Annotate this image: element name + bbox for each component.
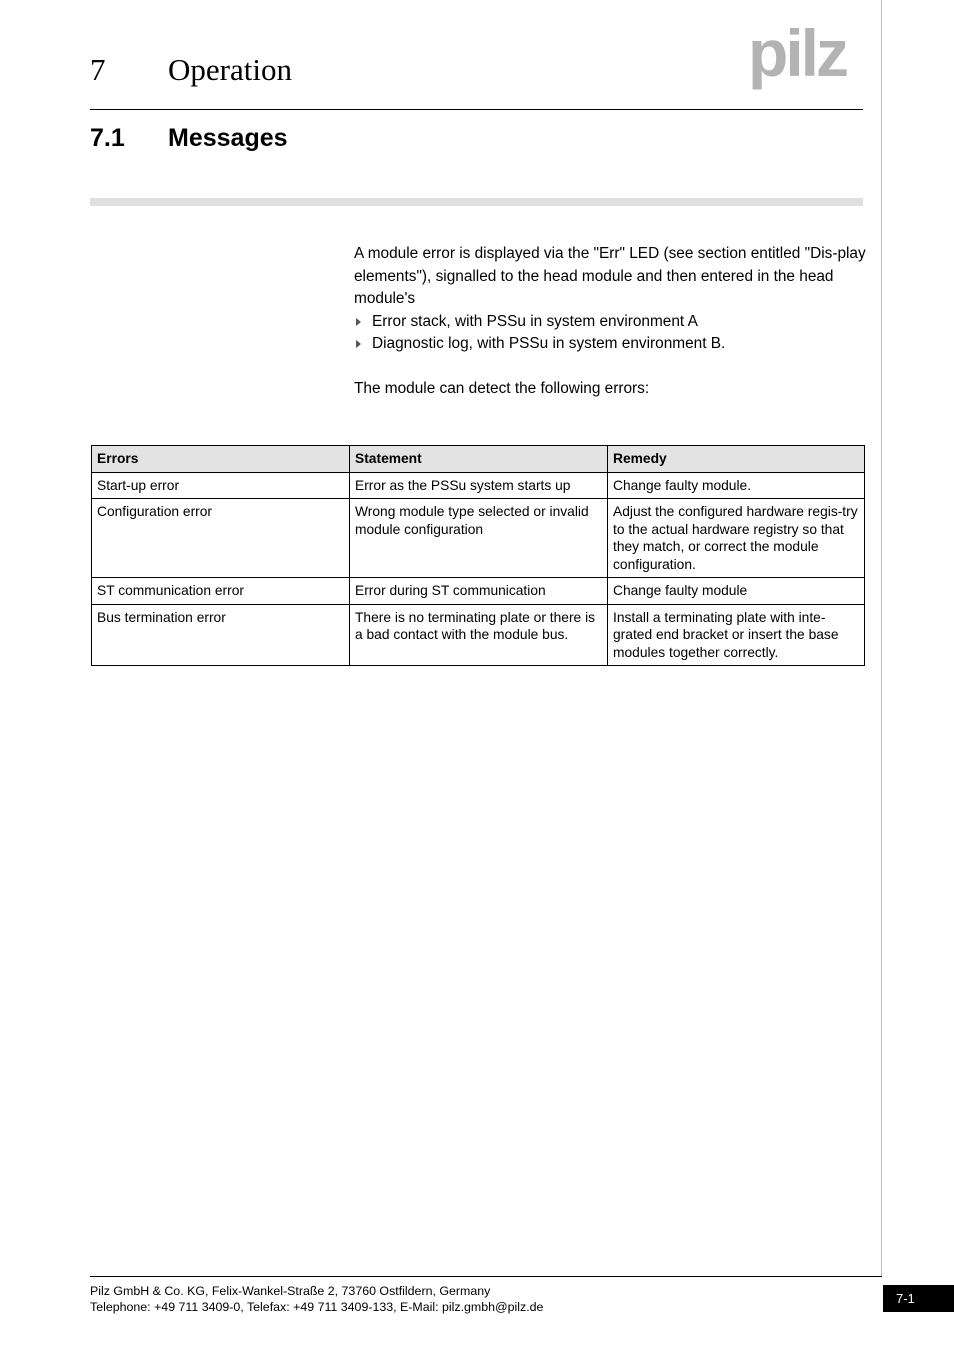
cell-statement: Wrong module type selected or invalid module configuration	[350, 499, 608, 578]
section-number: 7.1	[90, 124, 125, 152]
cell-error: Bus termination error	[92, 604, 350, 666]
footer	[90, 1283, 543, 1315]
triangle-bullet-icon	[356, 340, 361, 348]
list-item	[354, 333, 866, 356]
column-header-errors: Errors	[92, 446, 350, 473]
section-divider-bar	[90, 198, 863, 206]
page-number: 7-1	[883, 1285, 954, 1312]
cell-statement: There is no terminating plate or there is a bad contact with the module bus.	[350, 604, 608, 666]
table-header-row	[92, 446, 865, 473]
cell-error: Start-up error	[92, 472, 350, 499]
footer-address: Pilz GmbH & Co. KG, Felix-Wankel-Straße 2, 73760 Ostfildern, Germany	[90, 1284, 491, 1298]
list-item-text: Diagnostic log, with PSSu in system environment B.	[372, 335, 726, 352]
pilz-logo-text: pilz	[748, 28, 846, 90]
cell-statement: Error as the PSSu system starts up	[350, 472, 608, 499]
intro-paragraph: A module error is displayed via the "Err" LED (see section entitled "Dis-play elements"), signalled to the head module and then entered in the head module's	[354, 245, 866, 307]
table-row	[92, 578, 865, 605]
header-rule	[90, 109, 863, 110]
chapter-title: Operation	[168, 52, 292, 87]
column-header-statement: Statement	[350, 446, 608, 473]
cell-statement: Error during ST communication	[350, 578, 608, 605]
table-row	[92, 472, 865, 499]
list-item	[354, 311, 866, 334]
chapter-number: 7	[90, 52, 106, 87]
table-row	[92, 604, 865, 666]
triangle-bullet-icon	[356, 318, 361, 326]
column-header-remedy: Remedy	[608, 446, 865, 473]
cell-remedy: Change faulty module.	[608, 472, 865, 499]
footer-contact: Telephone: +49 711 3409-0, Telefax: +49 711 3409-133, E-Mail: pilz.gmbh@pilz.de	[90, 1300, 544, 1314]
table-row	[92, 499, 865, 578]
detect-paragraph: The module can detect the following errors:	[354, 380, 650, 397]
list-item-text: Error stack, with PSSu in system environment A	[372, 312, 698, 330]
cell-error: Configuration error	[92, 499, 350, 578]
cell-remedy: Adjust the configured hardware regis-try to the actual hardware registry so that they match, or correct the module configuration.	[608, 499, 865, 578]
footer-rule	[90, 1276, 882, 1277]
right-margin-rule	[881, 0, 882, 1276]
errors-table	[91, 445, 865, 666]
pilz-logo	[748, 28, 866, 94]
cell-remedy: Change faulty module	[608, 578, 865, 605]
cell-remedy: Install a terminating plate with inte-grated end bracket or insert the base modules together correctly.	[608, 604, 865, 666]
cell-error: ST communication error	[92, 578, 350, 605]
body-text	[354, 243, 866, 401]
bullet-list	[354, 311, 866, 356]
section-title: Messages	[168, 124, 288, 152]
